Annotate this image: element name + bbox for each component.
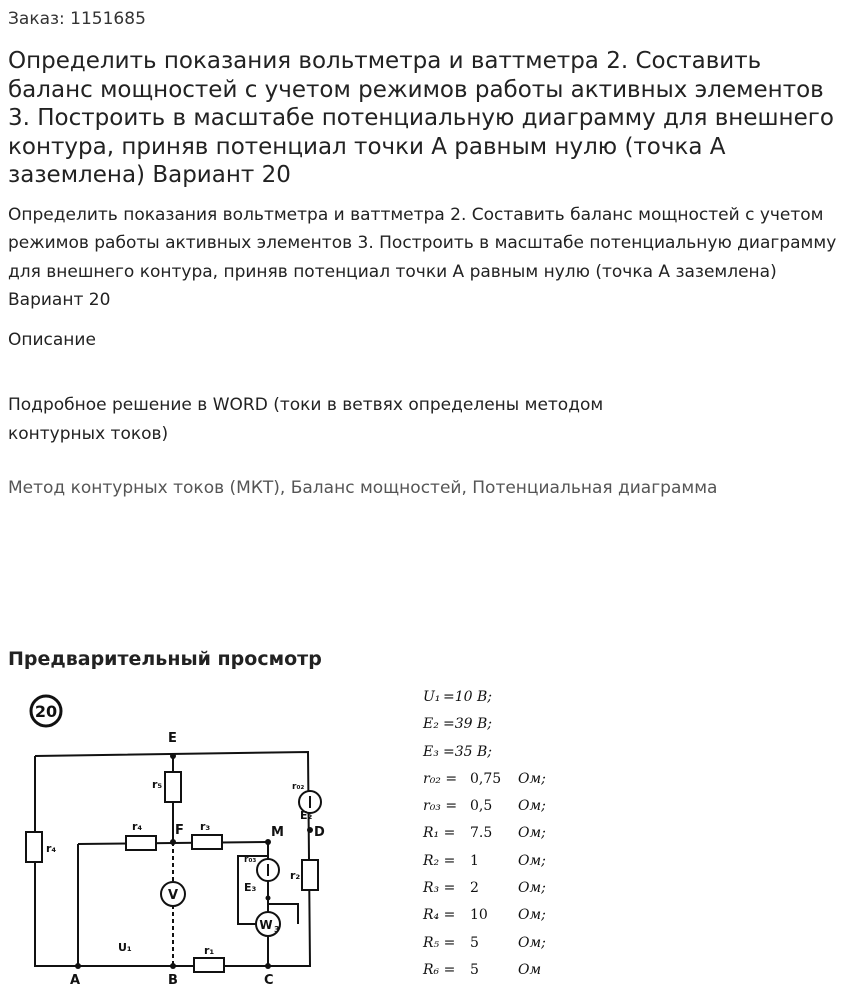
r3-label: r₃ <box>200 820 211 833</box>
parameter-unit: Ом; <box>518 907 546 924</box>
parameter-name: U₁ <box>423 689 441 705</box>
parameter-value: =10 В; <box>443 689 492 705</box>
parameter-row <box>423 848 583 875</box>
order-number: Заказ: 1151685 <box>8 9 146 29</box>
node-label-a: A <box>70 973 81 988</box>
resistor-r3 <box>192 835 222 849</box>
parameter-unit: Ом <box>518 961 542 978</box>
solution-detail: Подробное решение в WORD (токи в ветвях определены методом контурных токов) <box>8 395 604 444</box>
parameter-value: 2 <box>470 880 479 897</box>
parameter-name: R₃ = <box>423 880 456 897</box>
parameter-value: 5 <box>470 934 479 951</box>
parameter-value: =35 В; <box>443 743 492 760</box>
resistor-r6 <box>194 958 224 972</box>
resistor-r2 <box>302 860 318 890</box>
resistor-r5 <box>165 772 181 802</box>
parameter-value: 0,5 <box>470 798 493 815</box>
voltmeter-label: V <box>167 888 179 903</box>
r02-label: r₀₂ <box>292 782 305 792</box>
parameter-value: 5 <box>470 961 479 978</box>
parameter-row <box>423 957 583 984</box>
r1-label: r₁ <box>204 944 215 957</box>
parameter-name: R₁ = <box>423 825 456 842</box>
parameter-value: 1 <box>470 852 479 869</box>
parameter-unit: Ом; <box>518 880 546 897</box>
r03-label: r₀₃ <box>244 855 257 865</box>
r4-left-label: r₄ <box>46 842 57 855</box>
parameter-name: r₀₂ = <box>423 770 458 787</box>
r2-label: r₂ <box>290 869 301 882</box>
parameter-name: E₂ <box>423 716 439 733</box>
parameter-row <box>423 684 583 711</box>
parameter-unit: Ом; <box>518 934 546 951</box>
resistor-r4 <box>126 836 156 850</box>
parameter-value: 0,75 <box>470 770 502 787</box>
parameter-value: 7.5 <box>470 825 493 842</box>
parameter-row <box>423 820 583 847</box>
preview-heading: Предварительный просмотр <box>8 648 322 670</box>
parameter-name: R₂ = <box>423 852 456 869</box>
parameter-name: r₀₃ = <box>423 798 458 815</box>
section-heading-description: Описание <box>8 330 96 350</box>
parameter-name: R₄ = <box>423 907 456 924</box>
node-label-d: D <box>314 825 325 840</box>
node-label-c: C <box>264 973 274 988</box>
parameter-row <box>423 711 583 738</box>
page-title: Определить показания вольтметра и ваттметра 2. Составить баланс мощностей с учетом режимов работы активных элементов 3. Построить в масштабе потенциальную диаграмму для внешнего контура, приняв потенциал точки А равным нулю (точка А заземлена) Вариант 20 <box>8 48 834 188</box>
parameter-unit: Ом; <box>518 798 546 815</box>
parameter-row <box>423 739 583 766</box>
parameter-name: E₃ <box>423 743 439 760</box>
variant-number: 20 <box>34 702 58 721</box>
u1-label: U₁ <box>118 941 132 954</box>
r4-label: r₄ <box>132 820 143 833</box>
e3-label: E₃ <box>244 881 257 894</box>
parameter-name: R₅ = <box>423 934 456 951</box>
tags-line[interactable]: Метод контурных токов (МКТ), Баланс мощностей, Потенциальная диаграмма <box>8 478 718 498</box>
parameter-row <box>423 793 583 820</box>
parameter-row <box>423 902 583 929</box>
parameter-row <box>423 875 583 902</box>
wattmeter-label: W <box>259 918 273 932</box>
parameter-unit: Ом; <box>518 770 546 787</box>
wattmeter-subscript: 3 <box>274 925 280 934</box>
parameter-unit: Ом; <box>518 825 546 842</box>
e2-label: E₂ <box>300 809 313 822</box>
parameter-value: =39 В; <box>443 716 492 733</box>
resistor-r4-left <box>26 832 42 862</box>
parameter-unit: Ом; <box>518 852 546 869</box>
node-label-m: M <box>271 825 284 840</box>
node-label-b: B <box>168 973 178 988</box>
parameter-name: R₆ = <box>423 961 456 978</box>
parameter-value: 10 <box>470 907 488 924</box>
parameter-row <box>423 930 583 957</box>
task-description: Определить показания вольтметра и ваттметра 2. Составить баланс мощностей с учетом режимов работы активных элементов 3. Построить в масштабе потенциальную диаграмму для внешнего контура, приняв потенциал точки А равным нулю (точка А заземлена) Вариант 20 <box>8 205 837 311</box>
node-label-f: F <box>175 823 184 838</box>
parameters-list <box>423 684 583 984</box>
node-label-e: E <box>168 731 177 746</box>
parameter-row <box>423 766 583 793</box>
r5-label: r₅ <box>152 778 163 791</box>
